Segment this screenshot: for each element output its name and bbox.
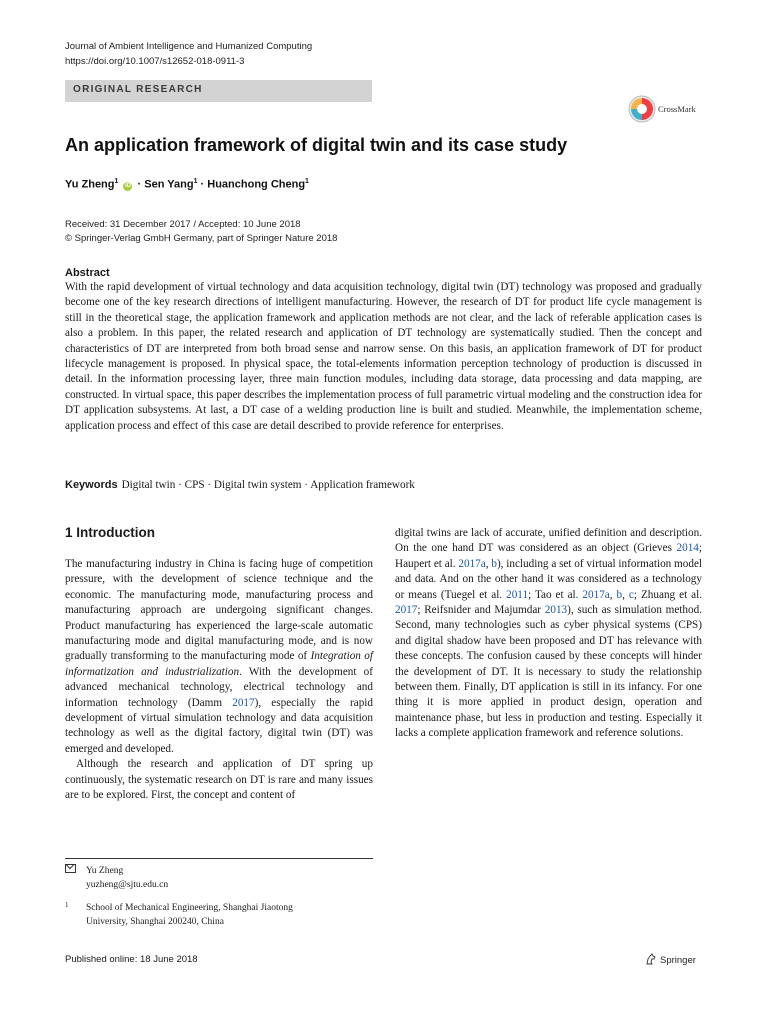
- paragraph-italic: Integration of informatization and industrialization: [65, 650, 373, 678]
- paragraph-text: ; Reifsnider and Majumdar: [417, 604, 545, 617]
- paragraph-text: ,: [609, 588, 617, 601]
- abstract-text: With the rapid development of virtual technology and data acquisition technology, digital twin (DT) technology was proposed and gradually become one of the key research directions of intelligent manufacturing. However, the research of DT for product life cycle management is still in the theoretical stage, the application framework and application methods are not clear, and the lack of referable application cases is also a problem. In this paper, the related research and application of DT technology are systematically studied. Then the concept and characteristics of DT are interpreted from both broad sense and narrow sense. On this basis, an application framework of DT for product lifecycle management is proposed. In physical space, the total-elements information perception technology of production is discussed in detail. In the information processing layer, three main function modules, including data storage, data processing and data mapping, are constructed. In virtual space, this paper describes the implementation process of full parametric virtual modeling and the construction idea for DT application subsystems. At last, a DT case of a welding production line is built and studied. Meanwhile, the implementation scheme, application process and effect of this case are detail described to provide reference for enterprises.: [65, 281, 702, 432]
- paragraph-text: digital twins are lack of accurate, unified definition and description. On the one hand DT was considered as an object (Grieves: [395, 527, 702, 555]
- paragraph-text: ), such as simulation method. Second, many technologies such as cyber physical systems (CPS) and digital shadow have been proposed and DT has relevance with these concepts. The confusion caused by these concepts will hinder the development of DT. It is necessary to study the relationship between them. Finally, DT application is still in its infancy. For one thing it is more applied in product design, operation and maintenance phase, but less in production and testing. Especially it lacks a complete application framework and reference solutions.: [395, 604, 702, 740]
- corresponding-author: [65, 864, 168, 892]
- paragraph-text: . With the development of advanced mechanical technology, electrical technology and information technology (Damm: [65, 665, 373, 709]
- citation-link[interactable]: 2014: [676, 542, 699, 555]
- article-type-banner: [65, 80, 372, 102]
- dates-block: [65, 218, 337, 246]
- crossmark-icon: [628, 95, 656, 123]
- affiliation: [65, 902, 293, 929]
- journal-name: Journal of Ambient Intelligence and Humanized Computing: [65, 41, 313, 52]
- envelope-icon: [65, 864, 76, 873]
- crossmark-badge[interactable]: [628, 95, 708, 123]
- citation-link[interactable]: 2013: [544, 604, 568, 617]
- publisher-name: Springer: [660, 955, 696, 966]
- citation-link[interactable]: 2017: [232, 696, 255, 709]
- orcid-icon[interactable]: iD: [124, 182, 131, 189]
- intro-column-left: [65, 557, 373, 804]
- springer-horse-icon: [645, 953, 657, 965]
- affiliation-number: 1: [65, 901, 69, 909]
- citation-link[interactable]: 2017a: [458, 557, 486, 570]
- received-accepted: Received: 31 December 2017 / Accepted: 10 June 2018: [65, 219, 301, 230]
- paper-title: An application framework of digital twin and its case study: [65, 135, 568, 155]
- citation-link[interactable]: 2017: [395, 604, 418, 617]
- intro-column-right: [395, 526, 702, 742]
- paragraph-text: ), especially the rapid development of virtual simulation technology and data acquisition technology as well as the digital factory, digital twin (DT) was emerged and developed.: [65, 696, 374, 755]
- published-online: Published online: 18 June 2018: [65, 954, 198, 965]
- paragraph-text: ,: [485, 557, 492, 570]
- affiliation-line: School of Mechanical Engineering, Shanghai Jiaotong: [86, 903, 293, 913]
- citation-link[interactable]: b: [491, 557, 497, 570]
- author-2[interactable]: Sen Yang: [144, 178, 194, 191]
- corresponding-name: Yu Zheng: [86, 866, 124, 876]
- corresponding-email[interactable]: yuzheng@sjtu.edu.cn: [86, 879, 169, 890]
- paragraph-text: ; Tao et al.: [528, 588, 583, 601]
- author-2-affil: 1: [193, 178, 198, 185]
- section-heading: 1 Introduction: [65, 525, 155, 540]
- copyright-notice: © Springer-Verlag GmbH Germany, part of Springer Nature 2018: [65, 233, 338, 244]
- author-3-affil: 1: [305, 178, 309, 185]
- intro-paragraph: Although the research and application of DT spring up continuously, the systematic research on DT is rare and many issues are to be explored. First, the concept and content of: [65, 758, 373, 802]
- paragraph-text: ; Zhuang et al.: [633, 588, 703, 601]
- intro-paragraph: [65, 557, 373, 757]
- article-type-label: ORIGINAL RESEARCH: [73, 84, 203, 95]
- intro-paragraph: [395, 526, 702, 742]
- footnote-divider: [65, 858, 373, 859]
- paragraph-text: The manufacturing industry in China is facing huge of competition pressure, with the development of science technique and the economic. The manufacturing mode, manufacturing process and manufacturing approach are undergoing significant changes. Product manufacturing has experienced the large-scale automatic manufacturing mode and digital manufacturing mode, and is now gradually transforming to the manufacturing mode of: [65, 558, 373, 663]
- citation-link[interactable]: 2011: [506, 588, 529, 601]
- paragraph-text: ), including a set of virtual information model and data. And on the other hand it was considered as a technology or means (Tuegel et al.: [395, 557, 703, 601]
- affiliation-line: University, Shanghai 200240, China: [86, 916, 224, 927]
- author-separator: ·: [197, 178, 208, 191]
- keywords-label: Keywords: [65, 479, 118, 491]
- paragraph-text: ,: [622, 588, 629, 601]
- abstract-heading: Abstract: [65, 267, 110, 279]
- doi-link[interactable]: https://doi.org/10.1007/s12652-018-0911-3: [65, 56, 245, 67]
- author-list: [65, 178, 309, 191]
- author-1[interactable]: Yu Zheng: [65, 178, 115, 191]
- paragraph-text: ; Haupert et al.: [395, 542, 702, 570]
- author-3[interactable]: Huanchong Cheng: [207, 178, 306, 191]
- keywords-text: Digital twin · CPS · Digital twin system · Application framework: [121, 479, 415, 491]
- crossmark-label: CrossMark: [658, 104, 696, 114]
- citation-link[interactable]: c: [628, 588, 634, 601]
- author-separator: ·: [134, 178, 145, 191]
- author-1-affil: 1: [114, 178, 119, 185]
- citation-link[interactable]: 2017a: [582, 588, 610, 601]
- keywords-line: [65, 479, 415, 491]
- citation-link[interactable]: b: [616, 588, 623, 601]
- publisher-logo: [645, 953, 696, 966]
